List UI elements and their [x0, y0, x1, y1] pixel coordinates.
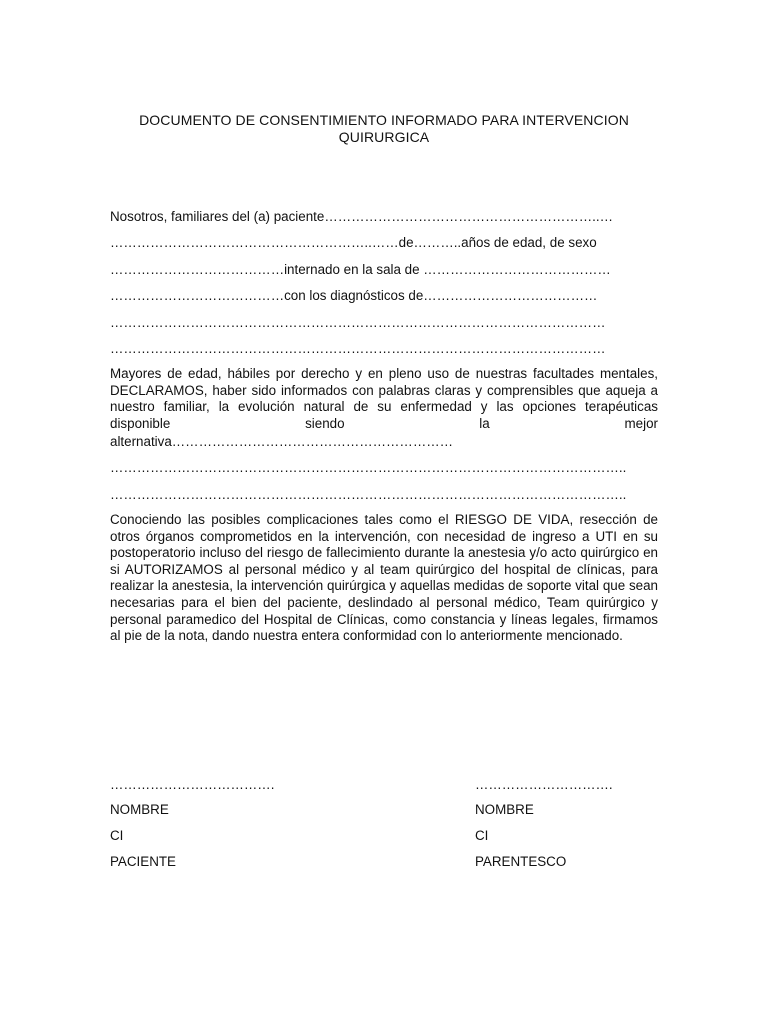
signature-name-label: NOMBRE — [110, 802, 169, 817]
ward-line: …………………………………internado en la sala de …………………………………… — [110, 262, 611, 277]
blank-line: …………………………………………………………………………………………………….. — [110, 460, 627, 475]
signature-role-label: PARENTESCO — [475, 854, 567, 869]
authorization-paragraph: Conociendo las posibles complicaciones tales como el RIESGO DE VIDA, resección de otros órganos comprometidos en la intervención, con necesidad de ingreso a UTI en su postoperatorio incluso del riesgo de fallecimiento durante la anestesia y/o acto quirúrgico en si AUTORIZAMOS al personal médico y al team quirúrgico del hospital de clínicas, para realizar la anestesia, la intervención quirúrgica y aquellas medidas de soporte vital que sean necesarias para el bien del paciente, deslindado al personal médico, Team quirúrgico y personal paramedico del Hospital de Clínicas, como constancia y líneas legales, firmamos al pie de la nota, dando nuestra entera conformidad con lo anteriormente mencionado. — [110, 512, 658, 644]
signature-name-label: NOMBRE — [475, 802, 534, 817]
declaration-alternative-line: alternativa……………………………………………………… — [110, 434, 453, 449]
document-title: DOCUMENTO DE CONSENTIMIENTO INFORMADO PARA INTERVENCION QUIRURGICA — [139, 112, 629, 145]
age-sex-line: …………………………………………………..……de………..años de edad, de sexo — [110, 235, 597, 250]
patient-name-line: Nosotros, familiares del (a) paciente……………………………………………………..… — [110, 209, 613, 224]
blank-line: ………………………………………………………………………………………………… — [110, 341, 606, 356]
signature-role-label: PACIENTE — [110, 854, 176, 869]
blank-line: …………………………………………………………………………………………………….. — [110, 487, 627, 502]
signature-line-relative: …………………………. — [475, 777, 613, 792]
diagnosis-line: …………………………………con los diagnósticos de………………………………… — [110, 288, 598, 303]
signature-line-patient: ………………………………. — [110, 777, 275, 792]
signature-ci-label: CI — [475, 828, 489, 843]
declaration-paragraph: Mayores de edad, hábiles por derecho y en pleno uso de nuestras facultades mentales, DECLARAMOS, haber sido informados con palabras claras y comprensibles que aqueja a nuestro familiar, la evolución natural de su enfermedad y las opciones terapéuticas disponible siendo la mejor — [110, 366, 658, 431]
blank-line: ………………………………………………………………………………………………… — [110, 315, 606, 330]
signature-ci-label: CI — [110, 828, 124, 843]
